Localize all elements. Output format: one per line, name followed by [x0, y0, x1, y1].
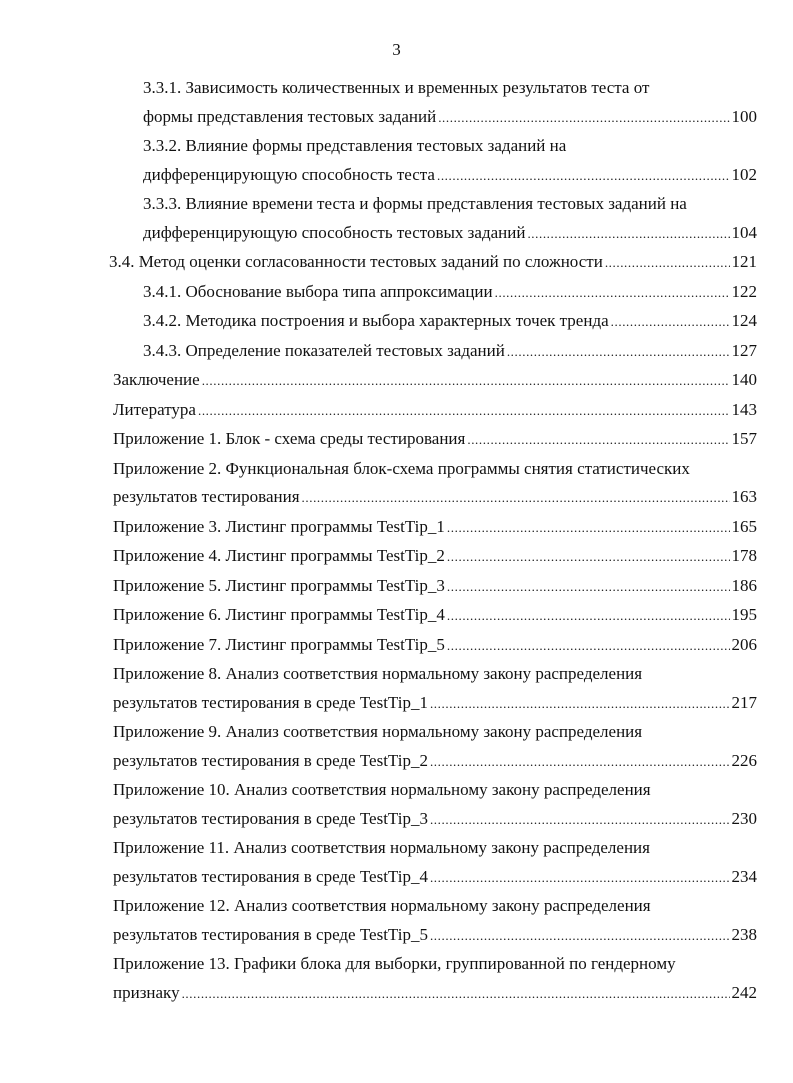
leader-dots	[437, 162, 730, 191]
leader-dots	[605, 249, 730, 278]
toc-entry-3-4-3[interactable]	[0, 337, 793, 367]
toc-entry-line	[0, 805, 793, 835]
toc-entry-line	[0, 631, 793, 661]
toc-entry-title-cont: результатов тестирования в среде TestTip_1	[113, 692, 428, 712]
toc-page-number: 121	[731, 252, 757, 271]
toc-entry-title: Приложение 5. Листинг программы TestTip_3	[113, 575, 445, 595]
toc-entry-line	[0, 396, 793, 426]
toc-page-number: 122	[731, 281, 757, 301]
leader-dots	[447, 632, 730, 661]
toc-entry-appendix-8[interactable]	[0, 660, 793, 718]
toc-entry-title: Приложение 9. Анализ соответствия нормальному закону распределения	[113, 722, 643, 741]
leader-dots	[507, 338, 730, 367]
leader-dots	[430, 922, 730, 951]
toc-entry-appendix-12[interactable]	[0, 892, 793, 950]
leader-dots	[447, 602, 730, 631]
toc-entry-line	[0, 689, 793, 719]
toc-entry-line	[0, 921, 793, 951]
toc-entry-line	[0, 601, 793, 631]
toc-entry-title: Приложение 4. Листинг программы TestTip_2	[113, 546, 445, 565]
toc-page-number: 157	[731, 429, 757, 448]
toc-entry-line	[0, 307, 793, 337]
toc-entry-appendix-3[interactable]	[0, 513, 793, 543]
toc-entry-3-3-1[interactable]	[0, 74, 793, 132]
leader-dots	[447, 573, 730, 602]
toc-entry-line	[0, 455, 793, 484]
toc-page-number: 206	[731, 634, 757, 654]
toc-page-number: 143	[731, 399, 757, 419]
toc-entry-appendix-1[interactable]	[0, 425, 793, 455]
toc-page-number: 165	[731, 516, 757, 536]
toc-entry-title: Заключение	[113, 370, 200, 389]
toc-page-number: 127	[731, 340, 757, 360]
leader-dots	[182, 980, 730, 1009]
toc-entry-title: Приложение 8. Анализ соответствия нормальному закону распределения	[113, 664, 643, 683]
toc-entry-line	[0, 219, 793, 249]
toc-entry-line	[0, 132, 793, 161]
toc-page-number: 140	[731, 370, 757, 389]
toc-entry-line	[0, 542, 793, 572]
toc-entry-appendix-7[interactable]	[0, 631, 793, 661]
toc-entry-line	[0, 337, 793, 367]
toc-entry-3-3-2[interactable]	[0, 132, 793, 190]
toc-page-number: 217	[731, 692, 757, 712]
leader-dots	[527, 220, 729, 249]
toc-page-number: 100	[731, 106, 757, 126]
leader-dots	[430, 864, 730, 893]
toc-page-number: 226	[731, 750, 757, 770]
toc-page-number: 242	[731, 982, 757, 1002]
toc-entry-line	[0, 863, 793, 893]
toc-entry-line	[0, 366, 793, 396]
toc-entry-title: 3.3.2. Влияние формы представления тестовых заданий на	[143, 136, 567, 155]
leader-dots	[447, 543, 730, 572]
toc-entry-line	[0, 278, 793, 308]
toc-entry-title: Приложение 7. Листинг программы TestTip_5	[113, 634, 445, 654]
toc-entry-line	[0, 190, 793, 219]
toc-page-number: 163	[731, 487, 757, 506]
toc-entry-line	[0, 572, 793, 602]
leader-dots	[198, 397, 730, 426]
toc-entry-title: Литература	[113, 399, 196, 419]
toc-entry-title: Приложение 11. Анализ соответствия нормальному закону распределения	[113, 838, 650, 857]
toc-page-number: 230	[731, 808, 757, 828]
toc-entry-title: 3.3.3. Влияние времени теста и формы представления тестовых заданий на	[143, 194, 687, 213]
toc-page-number: 186	[731, 575, 757, 595]
toc-page-number: 124	[731, 311, 757, 330]
toc-entry-line	[0, 979, 793, 1009]
table-of-contents	[0, 74, 793, 1008]
toc-page-number: 195	[731, 605, 757, 624]
toc-entry-line	[0, 103, 793, 133]
toc-entry-title-cont: результатов тестирования	[113, 487, 300, 506]
toc-entry-title: Приложение 12. Анализ соответствия нормальному закону распределения	[113, 896, 651, 915]
toc-entry-line	[0, 513, 793, 543]
toc-entry-title: 3.3.1. Зависимость количественных и временных результатов теста от	[143, 78, 650, 97]
toc-entry-title: Приложение 6. Листинг программы TestTip_4	[113, 605, 445, 624]
toc-page-number: 234	[731, 866, 757, 886]
toc-entry-line	[0, 483, 793, 513]
toc-entry-title: 3.4.1. Обоснование выбора типа аппроксимации	[143, 281, 493, 301]
toc-entry-line	[0, 892, 793, 921]
toc-entry-appendix-13[interactable]	[0, 950, 793, 1008]
toc-entry-line	[0, 747, 793, 777]
toc-entry-title-cont: дифференцирующую способность тестовых заданий	[143, 222, 526, 242]
toc-entry-title-cont: результатов тестирования в среде TestTip_4	[113, 866, 428, 886]
toc-entry-title: 3.4. Метод оценки согласованности тестовых заданий по сложности	[109, 252, 603, 271]
leader-dots	[430, 748, 730, 777]
toc-entry-title-cont: формы представления тестовых заданий	[143, 106, 437, 126]
leader-dots	[430, 806, 730, 835]
toc-entry-line	[0, 718, 793, 747]
leader-dots	[467, 426, 729, 455]
toc-entry-3-3-3[interactable]	[0, 190, 793, 248]
toc-entry-title: Приложение 3. Листинг программы TestTip_1	[113, 516, 445, 536]
toc-entry-title-cont: признаку	[113, 982, 180, 1002]
toc-entry-3-4-2[interactable]	[0, 307, 793, 337]
toc-entry-line	[0, 161, 793, 191]
toc-page-number: 102	[731, 164, 757, 184]
toc-entry-appendix-2[interactable]	[0, 455, 793, 513]
leader-dots	[430, 690, 730, 719]
toc-entry-appendix-5[interactable]	[0, 572, 793, 602]
toc-entry-title-cont: дифференцирующую способность теста	[143, 164, 435, 184]
toc-entry-literature[interactable]	[0, 396, 793, 426]
toc-page-number: 178	[731, 546, 757, 565]
toc-entry-appendix-4[interactable]	[0, 542, 793, 572]
toc-entry-line	[0, 660, 793, 689]
toc-entry-title: 3.4.2. Методика построения и выбора характерных точек тренда	[143, 311, 609, 330]
toc-entry-title: Приложение 10. Анализ соответствия нормальному закону распределения	[113, 780, 651, 799]
toc-entry-appendix-10[interactable]	[0, 776, 793, 834]
toc-entry-title: 3.4.3. Определение показателей тестовых заданий	[143, 340, 505, 360]
toc-entry-title-cont: результатов тестирования в среде TestTip_5	[113, 924, 428, 944]
toc-entry-title: Приложение 13. Графики блока для выборки, группированной по гендерному	[113, 954, 676, 973]
toc-entry-title: Приложение 2. Функциональная блок-схема программы снятия статистических	[113, 458, 690, 478]
leader-dots	[611, 308, 730, 337]
toc-entry-3-4[interactable]	[0, 248, 793, 278]
toc-entry-appendix-11[interactable]	[0, 834, 793, 892]
toc-entry-conclusion[interactable]	[0, 366, 793, 396]
leader-dots	[202, 367, 730, 396]
page-number: 3	[392, 40, 401, 59]
toc-page-number: 104	[731, 222, 757, 242]
toc-entry-3-4-1[interactable]	[0, 278, 793, 308]
toc-entry-line	[0, 950, 793, 979]
toc-entry-line	[0, 834, 793, 863]
leader-dots	[302, 484, 730, 513]
toc-entry-line	[0, 74, 793, 103]
leader-dots	[438, 104, 729, 133]
toc-entry-line	[0, 776, 793, 805]
leader-dots	[447, 514, 730, 543]
toc-entry-appendix-6[interactable]	[0, 601, 793, 631]
leader-dots	[495, 279, 730, 308]
toc-entry-line	[0, 425, 793, 455]
toc-entry-title: Приложение 1. Блок - схема среды тестирования	[113, 429, 466, 448]
toc-entry-title-cont: результатов тестирования в среде TestTip_3	[113, 808, 428, 828]
toc-entry-line	[0, 248, 793, 278]
toc-entry-title-cont: результатов тестирования в среде TestTip_2	[113, 750, 428, 770]
toc-entry-appendix-9[interactable]	[0, 718, 793, 776]
toc-page-number: 238	[731, 924, 757, 944]
